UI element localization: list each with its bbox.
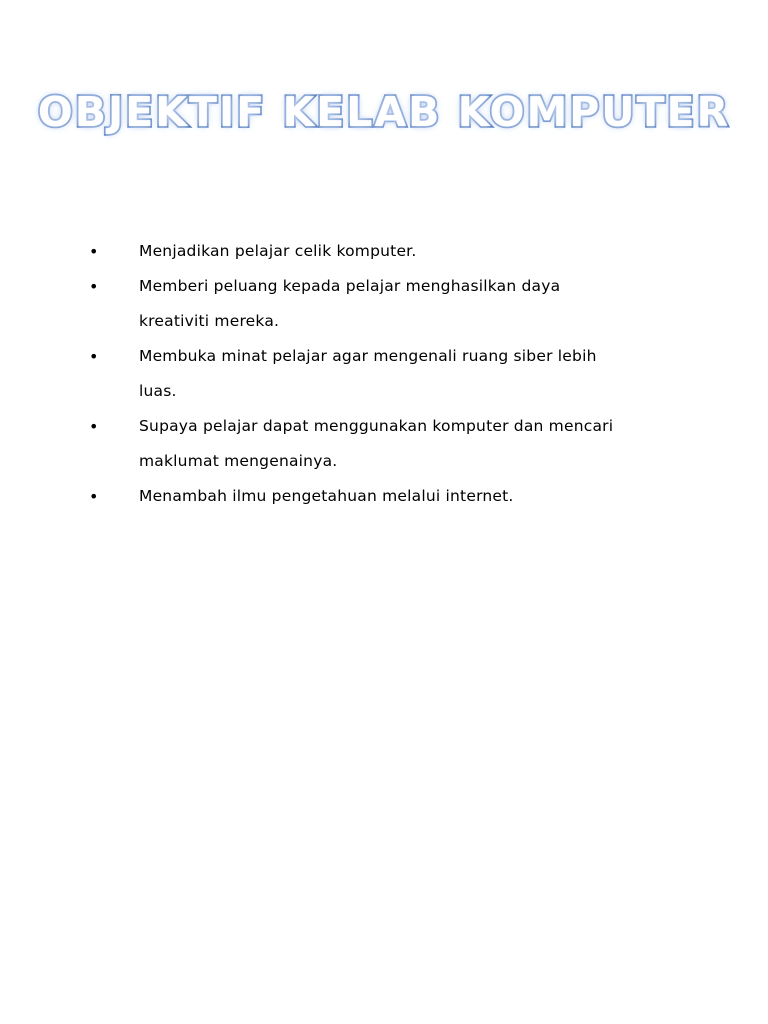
list-item-line: kreativiti mereka.: [139, 312, 280, 330]
list-item: [0, 234, 768, 269]
objective-list: [0, 234, 768, 514]
list-item-line: Menambah ilmu pengetahuan melalui internet.: [139, 487, 514, 505]
bullet-icon: •: [89, 347, 99, 366]
list-item-line: Memberi peluang kepada pelajar menghasilkan daya: [139, 277, 561, 295]
list-item-line: Supaya pelajar dapat menggunakan komputer dan mencari: [139, 417, 614, 435]
bullet-icon: •: [89, 417, 99, 436]
document-title: OBJEKTIF KELAB KOMPUTER: [37, 88, 731, 136]
bullet-icon: •: [89, 277, 99, 296]
bullet-icon: •: [89, 487, 99, 506]
list-item: [0, 269, 768, 339]
list-item: [0, 479, 768, 514]
bullet-icon: •: [89, 242, 99, 261]
list-item: [0, 409, 768, 479]
list-item-line: luas.: [139, 382, 177, 400]
list-item-line: Membuka minat pelajar agar mengenali ruang siber lebih: [139, 347, 597, 365]
list-item: [0, 339, 768, 409]
list-item-line: maklumat mengenainya.: [139, 452, 338, 470]
list-item-line: Menjadikan pelajar celik komputer.: [139, 242, 417, 260]
